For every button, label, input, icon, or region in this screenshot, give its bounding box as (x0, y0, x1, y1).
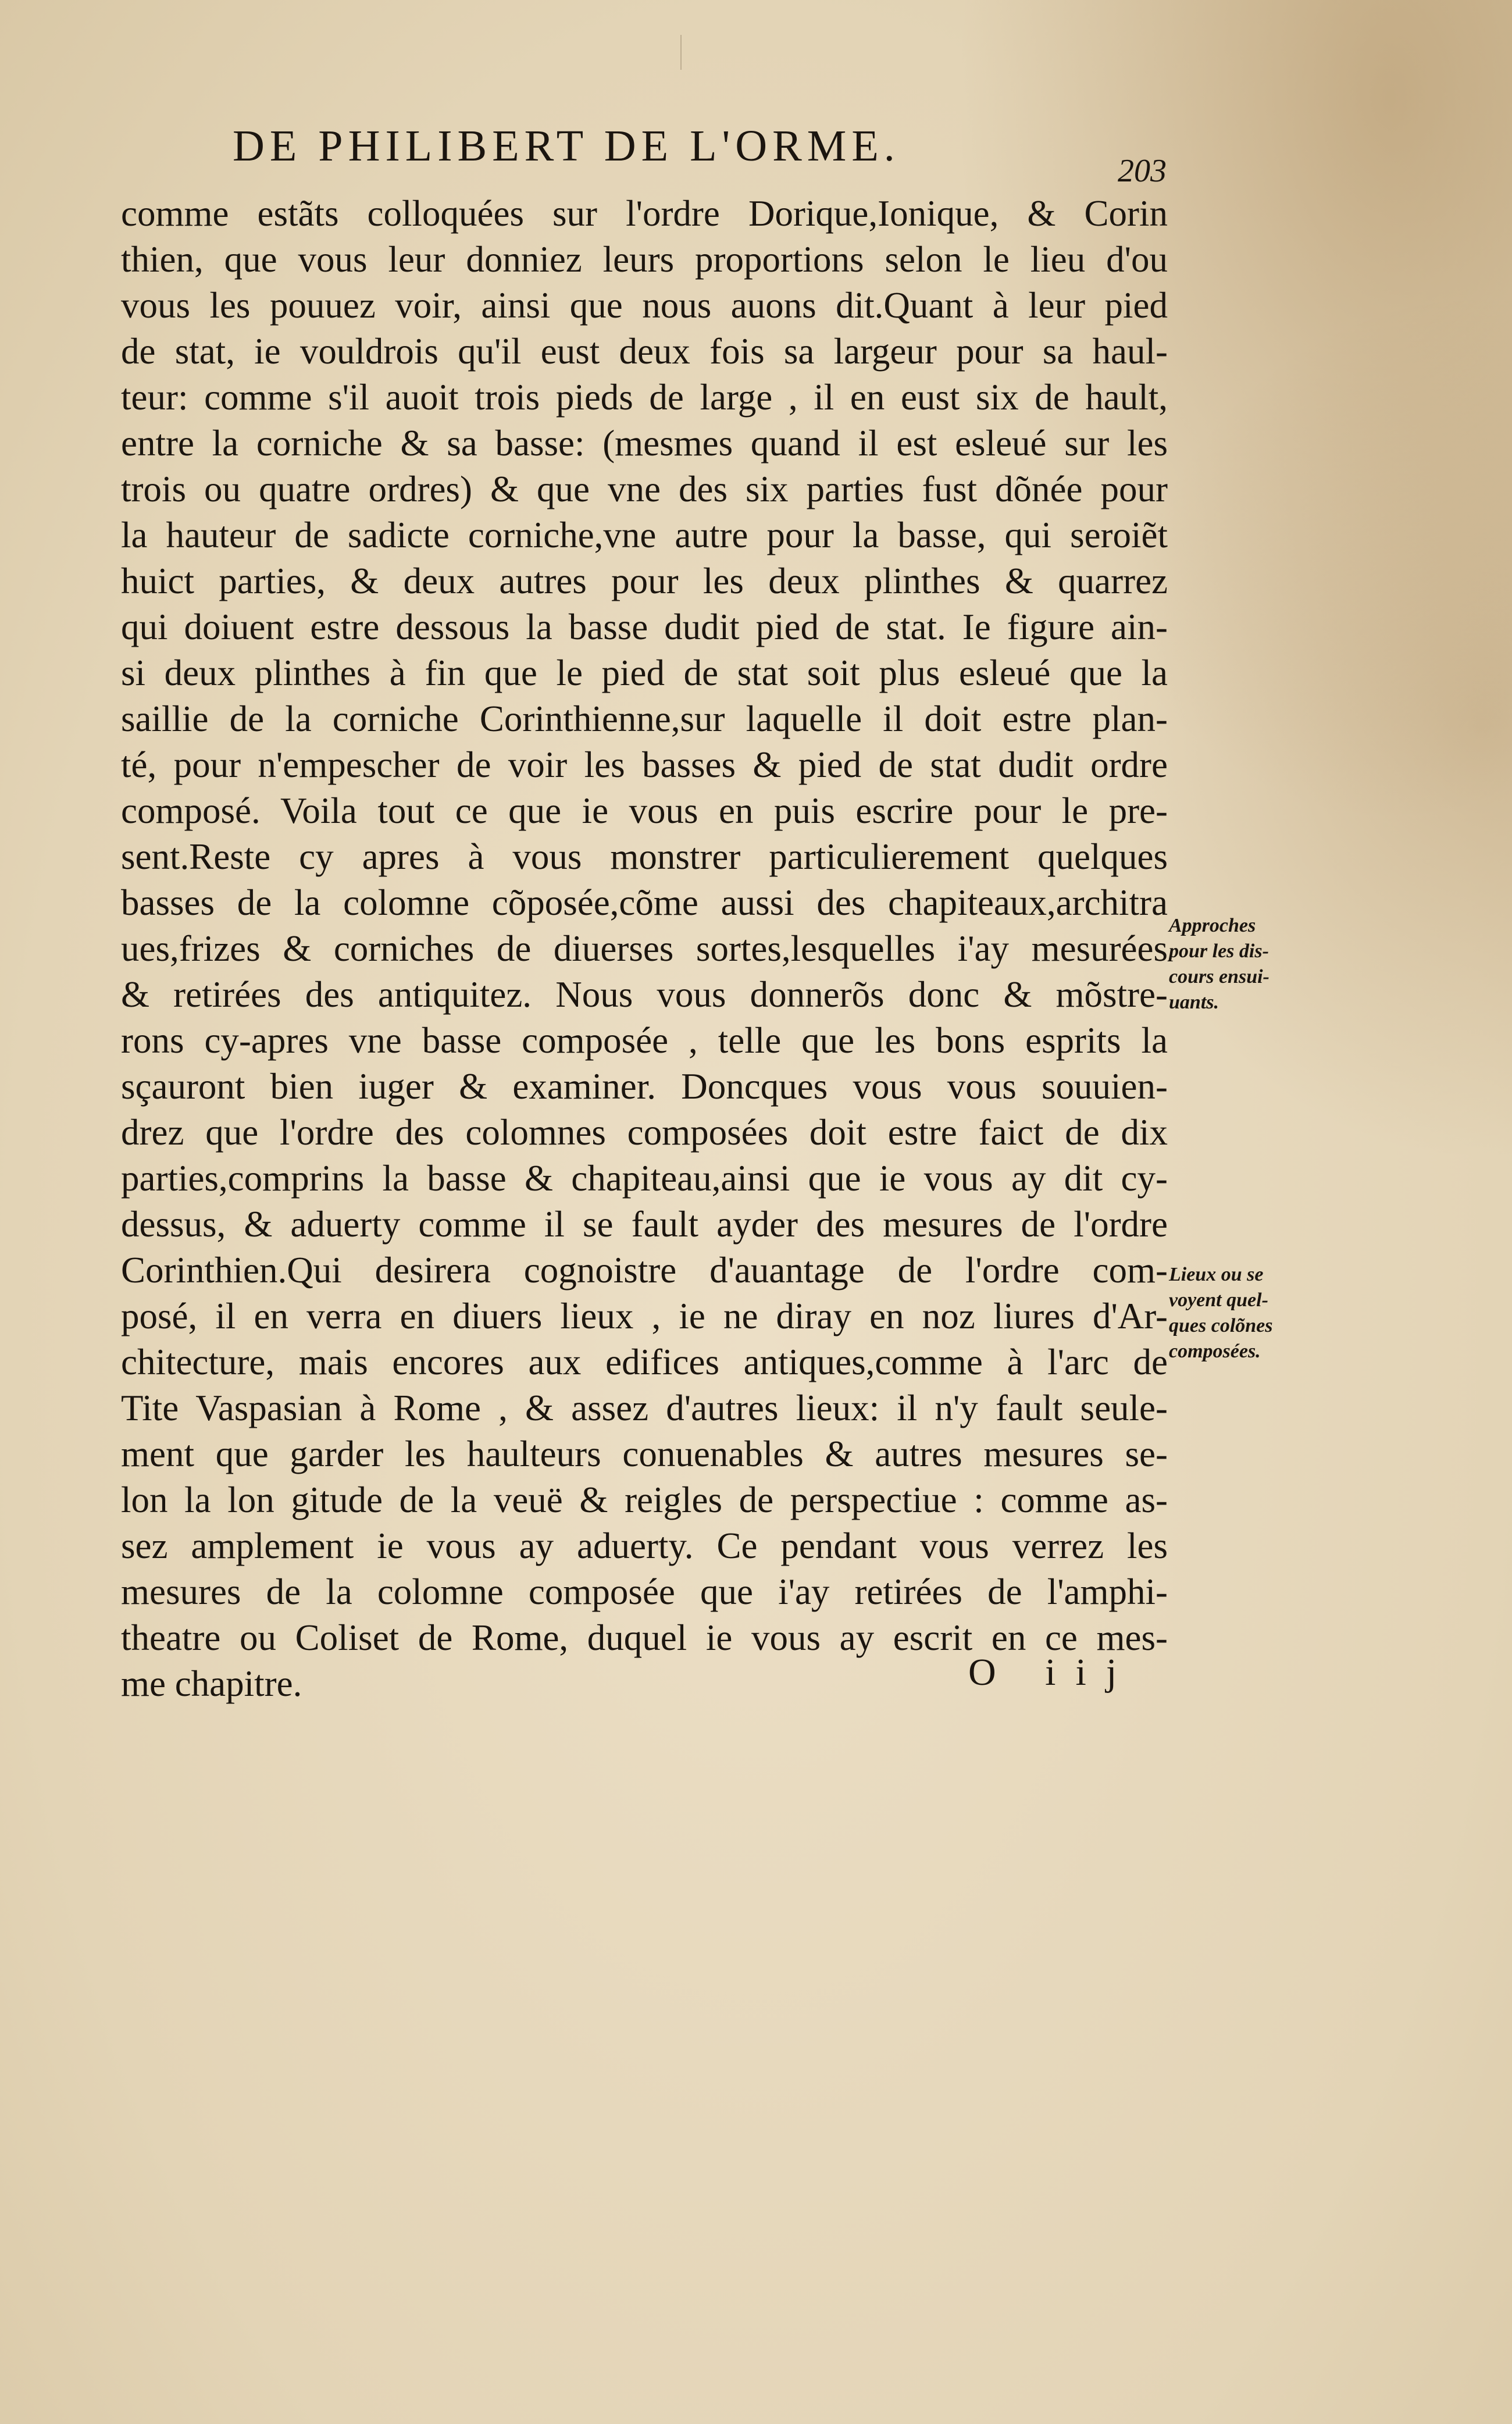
text-line: entre la corniche & sa basse: (mesmes quand il est esleué sur les (121, 423, 1168, 464)
text-line: composé. Voila tout ce que ie vous en puis escrire pour le pre- (121, 790, 1168, 831)
marginal-note (1169, 913, 1314, 1015)
marginal-note (1169, 1262, 1314, 1364)
text-line: trois ou quatre ordres) & que vne des six parties fust dõnée pour (121, 469, 1168, 509)
text-line: Corinthien.Qui desirera cognoistre d'auantage de l'ordre com- (121, 1250, 1168, 1291)
text-line: basses de la colomne cõposée,cõme aussi des chapiteaux,architra (121, 882, 1168, 923)
text-line: & retirées des antiquitez. Nous vous donnerõs donc & mõstre- (121, 974, 1168, 1015)
text-line: thien, que vous leur donniez leurs proportions selon le lieu d'ou (121, 239, 1168, 280)
text-line: Tite Vaspasian à Rome , & assez d'autres lieux: il n'y fault seule- (121, 1388, 1168, 1428)
running-title: DE PHILIBERT DE L'ORME. (233, 122, 900, 170)
text-line: ment que garder les haulteurs conuenables & autres mesures se- (121, 1434, 1168, 1474)
text-line: sçauront bien iuger & examiner. Doncques vous vous souuien- (121, 1066, 1168, 1107)
text-line: lon la lon gitude de la veuë & reigles de perspectiue : comme as- (121, 1480, 1168, 1520)
marginal-note-line: Lieux ou se (1169, 1264, 1264, 1285)
marginal-note-line: voyent quel- (1169, 1289, 1268, 1311)
text-line: huict parties, & deux autres pour les deux plinthes & quarrez (121, 561, 1168, 601)
text-line: theatre ou Coliset de Rome, duquel ie vous ay escrit en ce mes- (121, 1617, 1168, 1658)
main-text-block (121, 191, 1168, 1707)
text-line: té, pour n'empescher de voir les basses & pied de stat dudit ordre (121, 744, 1168, 785)
text-line: comme estãts colloquées sur l'ordre Dorique,Ionique, & Corin (121, 193, 1168, 234)
text-line: posé, il en verra en diuers lieux , ie ne diray en noz liures d'Ar- (121, 1296, 1168, 1336)
text-line: qui doiuent estre dessous la basse dudit pied de stat. Ie figure ain- (121, 607, 1168, 647)
marginal-note-line: Approches (1169, 915, 1256, 936)
text-line: parties,comprins la basse & chapiteau,ainsi que ie vous ay dit cy- (121, 1158, 1168, 1199)
text-line: drez que l'ordre des colomnes composées doit estre faict de dix (121, 1112, 1168, 1153)
marginal-note-line: pour les dis- (1169, 940, 1269, 962)
text-line: si deux plinthes à fin que le pied de stat soit plus esleué que la (121, 653, 1168, 693)
text-line: sent.Reste cy apres à vous monstrer particulierement quelques (121, 836, 1168, 877)
text-line: ues,frizes & corniches de diuerses sortes,lesquelles i'ay mesurées (121, 928, 1168, 969)
marginal-note-line: ques colõnes (1169, 1315, 1273, 1336)
signature-mark: O iij (968, 1651, 1137, 1694)
text-line: de stat, ie vouldrois qu'il eust deux fois sa largeur pour sa haul- (121, 331, 1168, 372)
marginal-note-line: cours ensui- (1169, 966, 1269, 988)
text-line: mesures de la colomne composée que i'ay retirées de l'amphi- (121, 1571, 1168, 1612)
marginal-note-line: composées. (1169, 1341, 1261, 1362)
text-line: vous les pouuez voir, ainsi que nous auons dit.Quant à leur pied (121, 285, 1168, 326)
text-line: saillie de la corniche Corinthienne,sur laquelle il doit estre plan- (121, 698, 1168, 739)
marginal-note-line: uants. (1169, 992, 1219, 1013)
text-line: me chapitre. (121, 1663, 302, 1704)
text-line: la hauteur de sadicte corniche,vne autre pour la basse, qui seroiẽt (121, 515, 1168, 555)
text-line: dessus, & aduerty comme il se fault ayder des mesures de l'ordre (121, 1204, 1168, 1245)
page-fold-mark (680, 35, 682, 70)
text-line: teur: comme s'il auoit trois pieds de large , il en eust six de hault, (121, 377, 1168, 418)
text-line: chitecture, mais encores aux edifices antiques,comme à l'arc de (121, 1342, 1168, 1382)
text-line: rons cy-apres vne basse composée , telle que les bons esprits la (121, 1020, 1168, 1061)
page-number: 203 (1118, 153, 1167, 189)
text-line: sez amplement ie vous ay aduerty. Ce pendant vous verrez les (121, 1525, 1168, 1566)
